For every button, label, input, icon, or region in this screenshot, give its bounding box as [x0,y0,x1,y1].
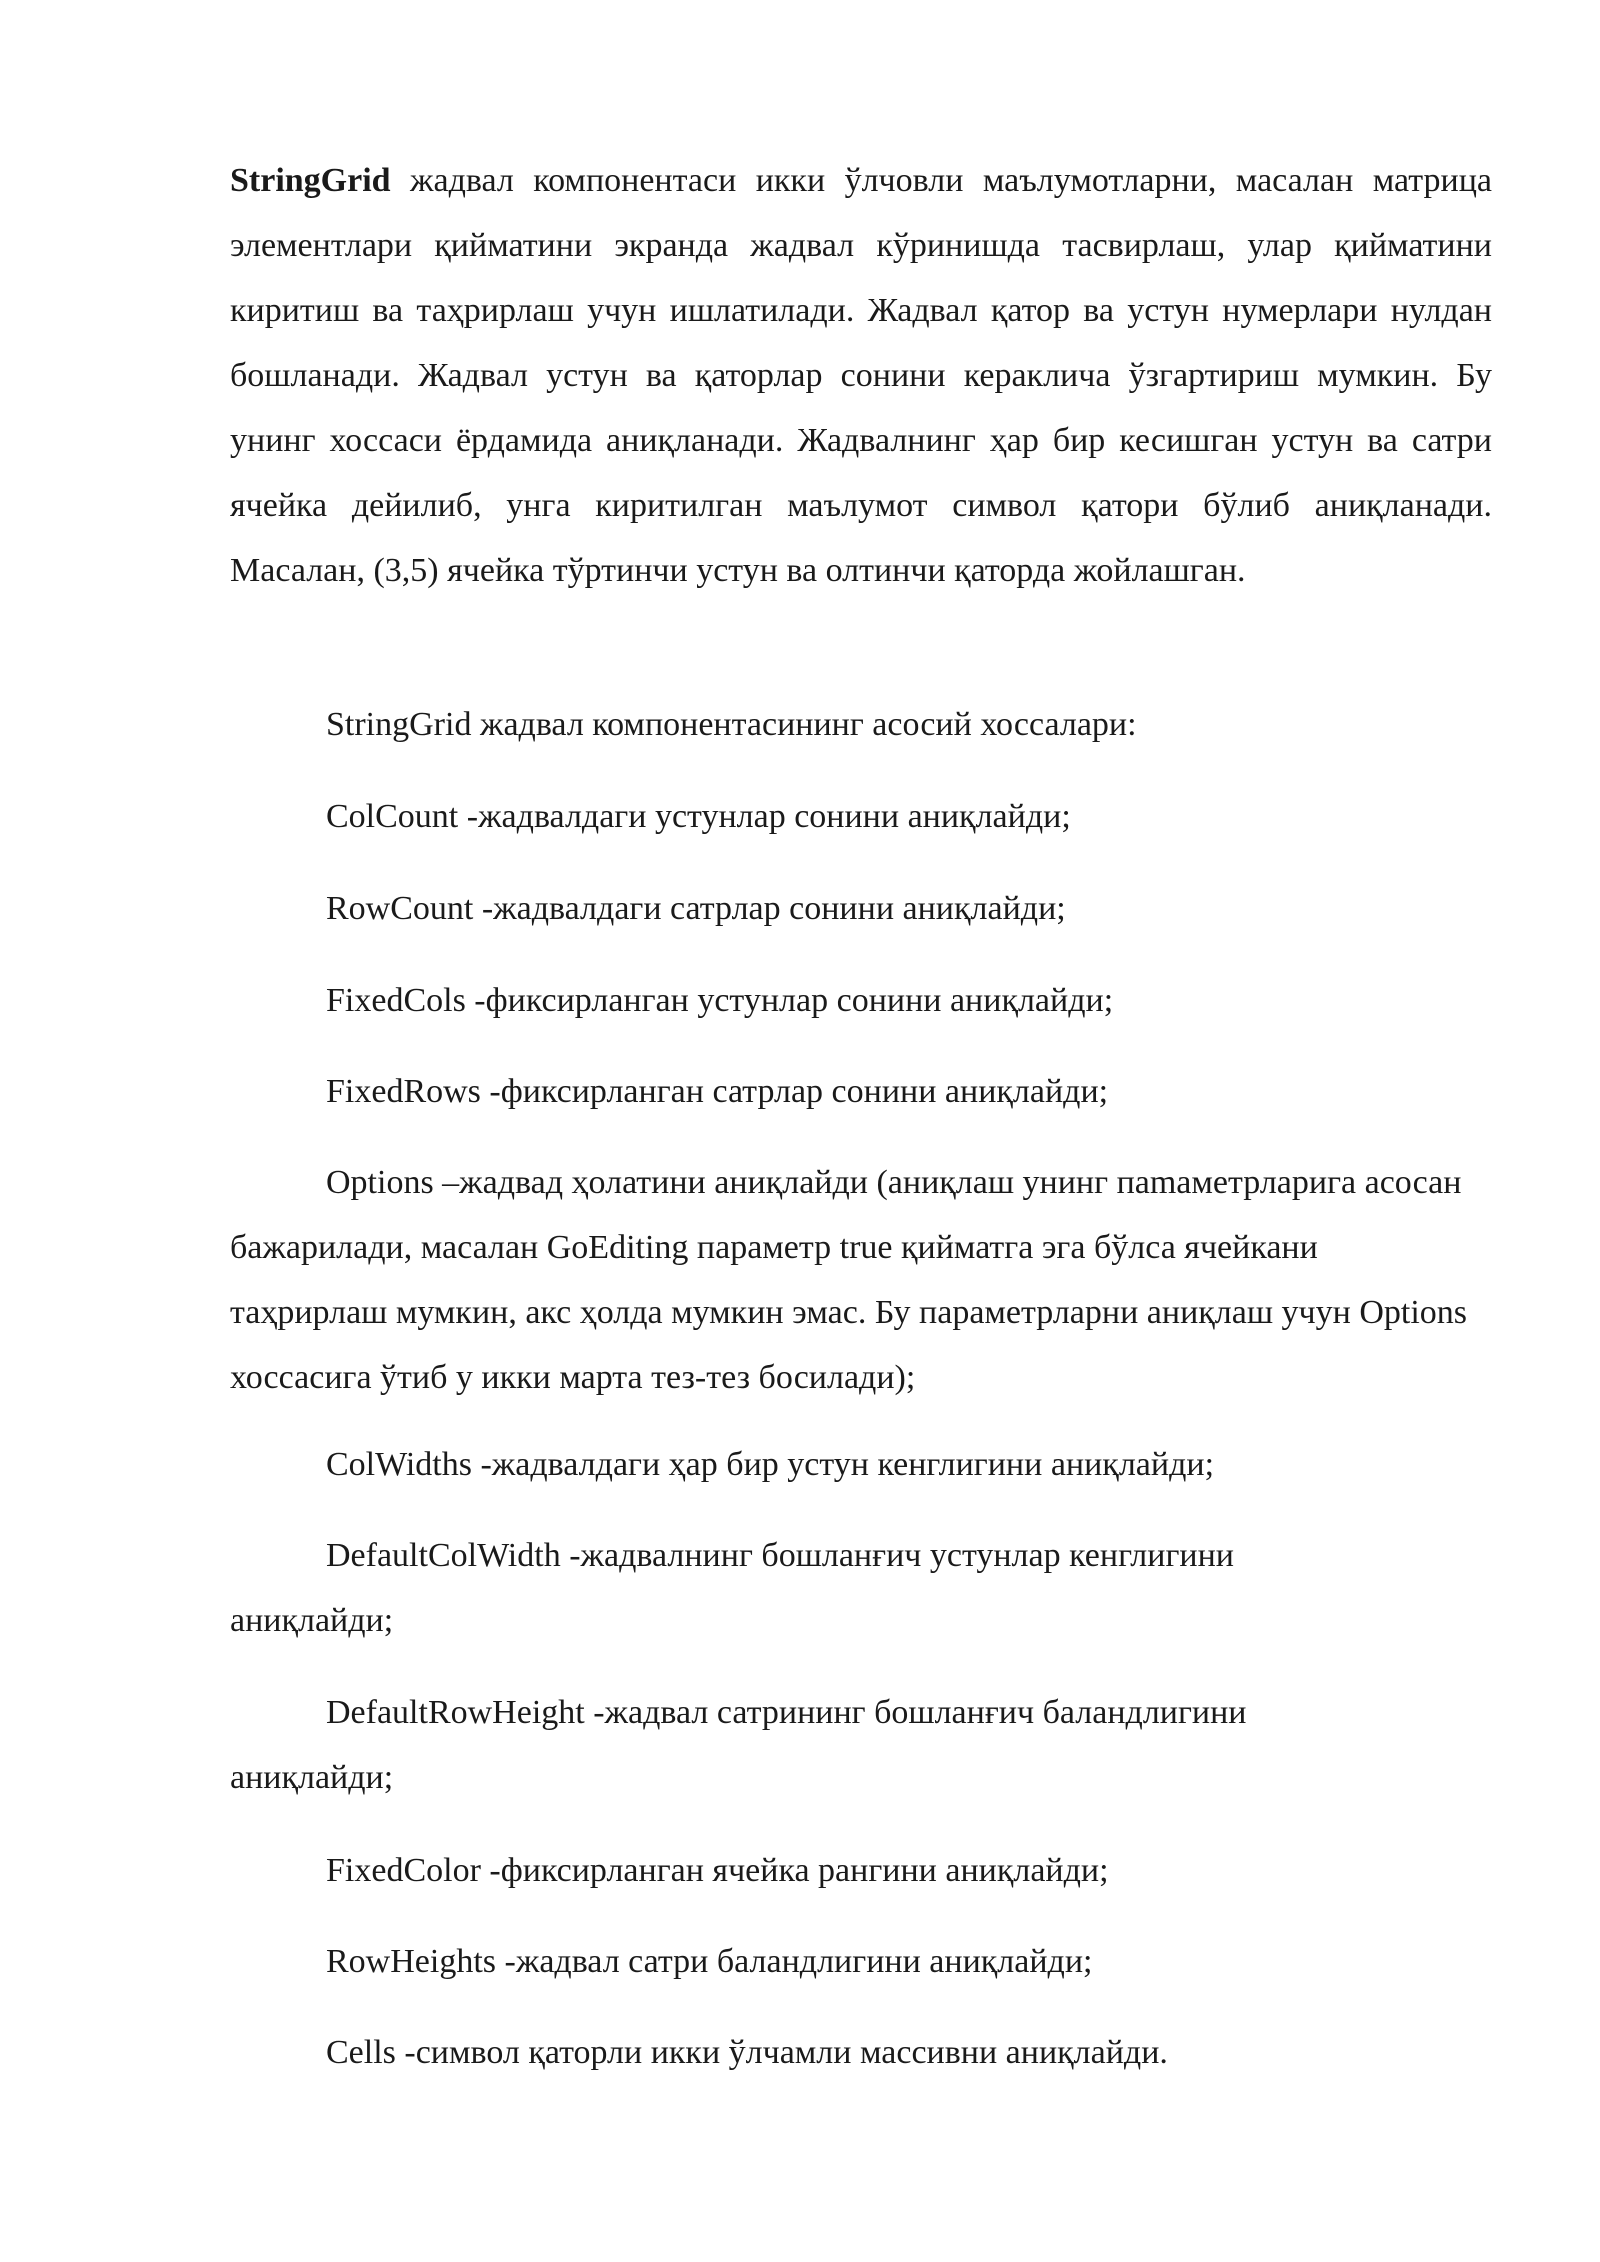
property-options: Options –жадвад ҳолатини аниқлайди (аниқлаш унинг пamaметрларига асосан бажарилади, масалан GoEditing параметр true қийматга эга бўлса ячейкани таҳрирлаш мумкин, акс ҳолда мумкин эмас. Бу параметрларни аниқлаш учун Options хоссасига ўтиб у икки марта тез-тез босилади); [230,1164,1467,1396]
properties-heading: StringGrid жадвал компонентасининг асосий хоссалари: [326,706,1137,743]
property-colwidths: ColWidths -жадвалдаги ҳар бир устун кенглигини аниқлайди; [326,1446,1215,1483]
property-fixedcols: FixedCols -фиксирланган устунлар сонини аниқлайди; [326,982,1114,1019]
property-colcount: ColCount -жадвалдаги устунлар сонини аниқлайди; [326,798,1071,835]
property-rowheights: RowHeights -жадвал сатри баландлигини аниқлайди; [326,1943,1093,1980]
intro-paragraph [230,148,1492,603]
intro-text: жадвал компонентаси икки ўлчовли маълумотларни, масалан матрица элементлари қийматини экранда жадвал кўринишда тасвирлаш, улар қийматини киритиш ва таҳрирлаш учун ишлатилади. Жадвал қатор ва устун нумерлари нулдан бошланади. Жадвал устун ва қаторлар сонини кераклича ўзгартириш мумкин. Бу унинг хоссаси ёрдамида аниқланади. Жадвалнинг ҳар бир кесишган устун ва сатри ячейка дейилиб, унга киритилган маълумот символ қатори бўлиб аниқланади. Масалан, (3,5) ячейка тўртинчи устун ва олтинчи қаторда жойлашган. [230,162,1492,589]
intro-term: StringGrid [230,162,391,199]
property-rowcount: RowCount -жадвалдаги сатрлар сонини аниқлайди; [326,890,1066,927]
property-fixedrows: FixedRows -фиксирланган сатрлар сонини аниқлайди; [326,1073,1109,1110]
property-cells: Cells -символ қаторли икки ўлчамли массивни аниқлайди. [326,2034,1168,2071]
property-defaultrowheight: DefaultRowHeight -жадвал сатрининг бошланғич баландлигини аниқлайди; [230,1694,1247,1796]
property-fixedcolor: FixedColor -фиксирланган ячейка рангини аниқлайди; [326,1852,1109,1889]
property-defaultcolwidth: DefaultColWidth -жадвалнинг бошланғич устунлар кенглигини аниқлайди; [230,1537,1234,1639]
